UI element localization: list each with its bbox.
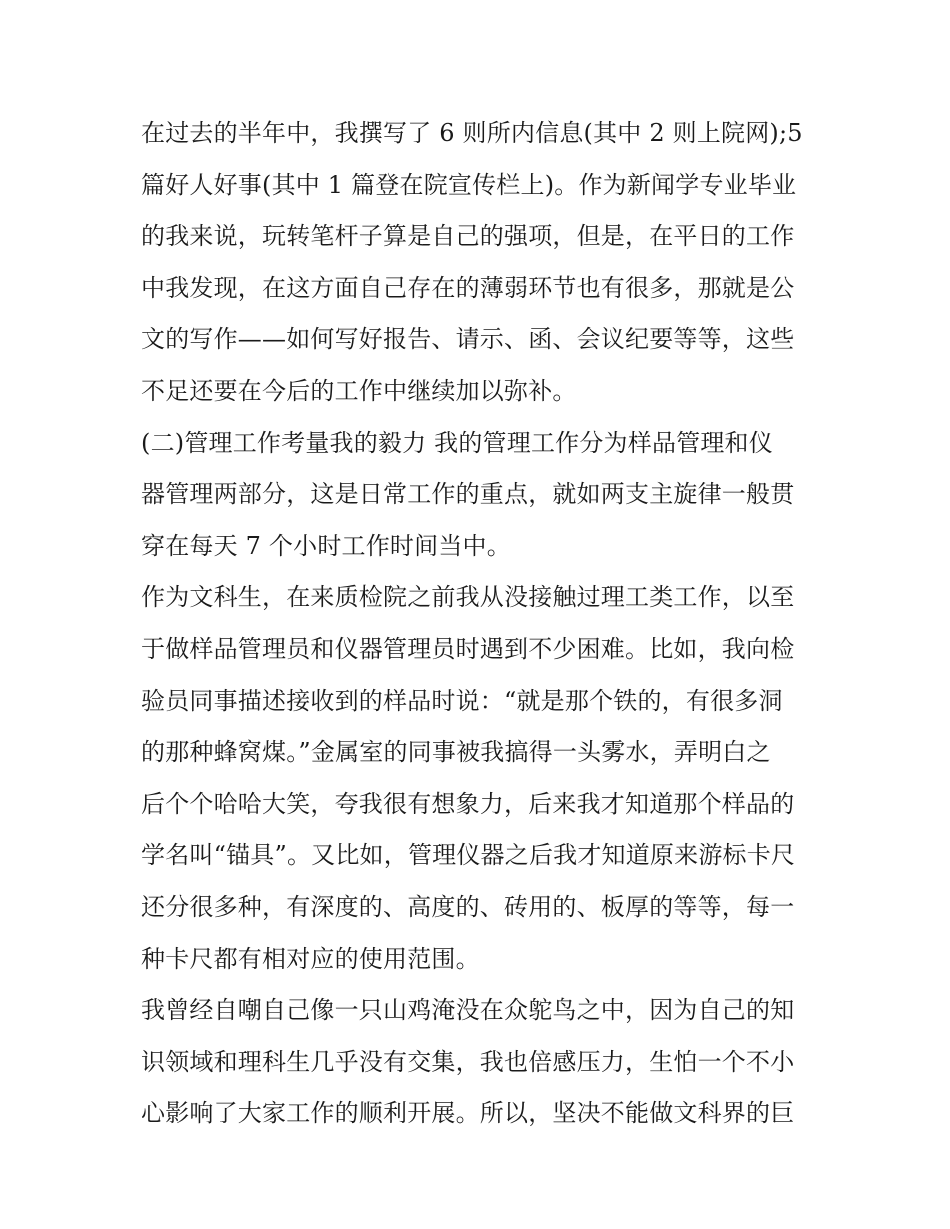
text-line: 文的写作——如何写好报告、请示、函、会议纪要等等，这些 [141,325,795,354]
body-text [141,108,821,1140]
text-line: 篇好人好事(其中 1 篇登在院宣传栏上)。作为新闻学专业毕业 [141,170,797,199]
text-line: (二)管理工作考量我的毅力 我的管理工作分为样品管理和仪 [141,428,773,457]
text-line: 在过去的半年中，我撰写了 6 则所内信息(其中 2 则上院网);5 [141,119,803,147]
text-line: 我曾经自嘲自己像一只山鸡淹没在众鸵鸟之中，因为自己的知 [141,996,795,1025]
text-line: 验员同事描述接收到的样品时说：“就是那个铁的，有很多洞 [141,686,783,715]
text-line: 不足还要在今后的工作中继续加以弥补。 [141,376,577,405]
text-line: 器管理两部分，这是日常工作的重点，就如两支主旋律一般贯 [141,480,795,509]
text-line: 中我发现，在这方面自己存在的薄弱环节也有很多，那就是公 [141,273,795,302]
text-line: 的我来说，玩转笔杆子算是自己的强项，但是，在平日的工作 [141,222,795,251]
text-line: 心影响了大家工作的顺利开展。所以，坚决不能做文科界的巨 [141,1099,795,1128]
text-line: 识领域和理科生几乎没有交集，我也倍感压力，生怕一个不小 [141,1047,795,1076]
text-line: 种卡尺都有相对应的使用范围。 [141,944,480,973]
text-line: 于做样品管理员和仪器管理员时遇到不少困难。比如，我向检 [141,634,795,663]
text-line: 的那种蜂窝煤。”金属室的同事被我搞得一头雾水，弄明白之 [141,738,771,767]
text-line: 穿在每天 7 个小时工作时间当中。 [141,531,511,560]
text-line: 后个个哈哈大笑，夸我很有想象力，后来我才知道那个样品的 [141,789,795,818]
text-line: 还分很多种，有深度的、高度的、砖用的、板厚的等等，每一 [141,892,795,921]
text-line: 学名叫“锚具”。又比如，管理仪器之后我才知道原来游标卡尺 [141,841,796,870]
text-line: 作为文科生，在来质检院之前我从没接触过理工类工作，以至 [141,583,795,612]
